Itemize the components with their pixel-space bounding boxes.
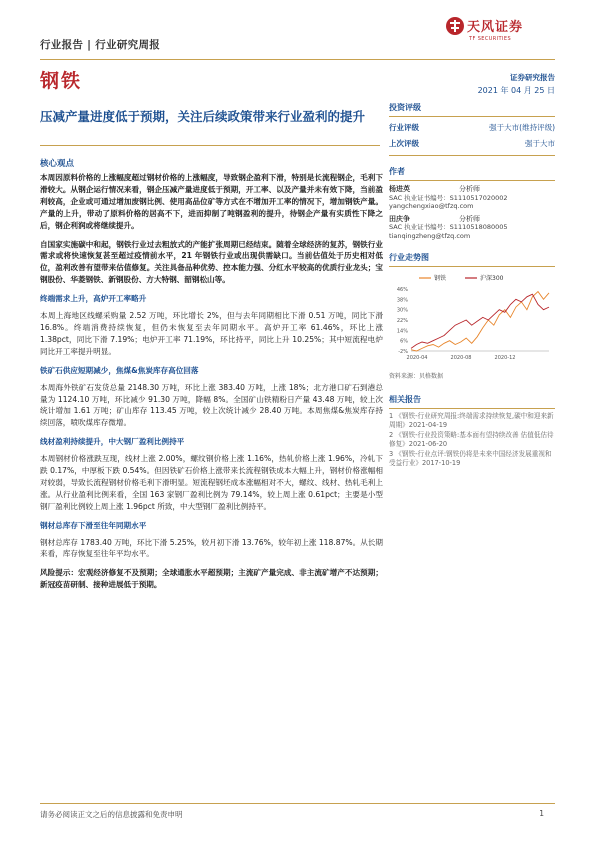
- x-tick-label: 2020-08: [450, 355, 472, 361]
- author-email[interactable]: yangchengxiao@tfzq.com: [389, 202, 474, 210]
- core-heading: 核心观点: [40, 159, 75, 169]
- section-body-inventory: 钢材总库存 1783.40 万吨，环比下滑 5.25%，较月初下滑 13.76%，较年初上涨 118.87%。从长期来看，库存恢复至往年平均水平。: [40, 537, 383, 559]
- industry-trend-chart: [389, 271, 555, 367]
- y-tick-label: 22%: [396, 318, 408, 324]
- summary-paragraph-1: 本周因原料价格的上涨幅度超过钢材价格的上涨幅度，导致钢企盈利下滑，特别是长流程钢企，毛利下滑较大。从钢企运行情况来看，钢企压减产量进度低于预期，开工率、以及产量并未有效下降，当前盈利较高，企业或可通过增加废钢比例、使用高品位矿等方式在不增加开工率的情况下，增加钢铁产量。产量的上升，带动了原料价格的居高不下，进而抑制了吨钢盈利的提升，待钢企产量有实质性下降之后，钢企利润或将继续提升。: [40, 173, 383, 230]
- page-number: 1: [539, 809, 544, 818]
- legend-label: 钢铁: [434, 275, 447, 282]
- main-body: [40, 172, 383, 598]
- industry-name: 钢铁: [40, 70, 83, 92]
- prev-rating-label: 上次评级: [389, 139, 419, 148]
- breadcrumb: 行业报告 | 行业研究周报: [40, 39, 161, 51]
- report-title: 压减产量进度低于预期，关注后续政策带来行业盈利的提升: [40, 109, 366, 124]
- trend-chart-svg: [389, 271, 555, 367]
- rating-divider: [389, 155, 555, 156]
- section-title-profit: 线材盈利持续提升，中大钢厂盈利比例持平: [40, 437, 185, 447]
- chart-source: 资料来源：贝格数据: [389, 373, 444, 380]
- related-report-link[interactable]: 1 《钢铁-行业研究周报:终端需求持续恢复,碳中和迎来新周期》2021-04-19: [389, 412, 554, 430]
- related-report-link[interactable]: 2 《钢铁-行业投资策略:基本面有望持续改善 估值低估待修复》2021-06-20: [389, 430, 554, 449]
- author-name: 杨进英: [389, 185, 410, 193]
- author-1: [389, 185, 555, 211]
- section-body-ore: 本周海外铁矿石发货总量 2148.30 万吨，环比上涨 383.40 万吨，上涨 18%；北方港口矿石到港总量为 1124.10 万吨，环比减少 91.30 万吨，降幅 8%。全国矿山铁精粉日产量 43.48 万吨，较上次统计增加 1.61 万吨；矿山库存 113.45 万吨，较上次统计减少 28.40 万吨。本周焦煤&焦炭库存持续回落，喷吹煤库存微增。: [40, 382, 383, 428]
- summary-paragraph-2: 自国家实施碳中和起，钢铁行业过去粗放式的产能扩张周期已经结束。随着全球经济的复苏，钢铁行业需求或将快速恢复甚至超过疫情前水平，21 年钢铁行业或出现供需缺口。当前估值处于历史相对低位，盈利改善有望带来估值修复。关注具备品种优势、控本能力强、分红水平较高的优质行业龙头；宝钢股份、华菱钢铁、新钢股份、方大特钢、韶钢松山等。: [40, 239, 383, 285]
- company-logo: [445, 13, 560, 53]
- author-name: 田庆争: [389, 214, 410, 223]
- y-tick-label: 38%: [396, 297, 408, 304]
- logo-subtext: TF SECURITIES: [469, 36, 512, 42]
- section-body-profit: 本周钢材价格涨跌互现，线材上涨 2.00%，螺纹钢价格上涨 1.16%，热轧价格上涨 1.96%，冷轧下跌 0.17%，中厚板下跌 0.54%。但因铁矿石价格上涨带来长流程钢铁成本大幅上升，钢材价格涨幅相对较弱，导致长流程钢材价格毛利下滑明显。短流程钢坯成本涨幅相对不大，螺纹、线材、热轧毛利上涨。从行业盈利比例来看，全国 163 家钢厂盈利比例为 79.14%，较上周上涨 0.61pct；主要是小型钢厂盈利比例较上周上涨 1.96pct 所致，中大型钢厂盈利比例持平。: [40, 454, 383, 511]
- y-tick-label: 6%: [400, 338, 408, 345]
- trend-heading: 行业走势图: [389, 252, 555, 267]
- title-divider: [40, 145, 380, 146]
- author-2: [389, 215, 555, 241]
- header-divider: [40, 59, 555, 60]
- section-title-ore: 铁矿石供应短期减少，焦煤&焦炭库存高位回落: [40, 365, 199, 375]
- logo-mark-icon: [445, 15, 465, 37]
- y-tick-label: -2%: [398, 349, 408, 355]
- y-tick-label: 46%: [396, 287, 408, 293]
- legend-label: 沪深300: [480, 275, 504, 282]
- x-tick-label: 2020-12: [494, 355, 516, 361]
- author-cert: SAC 执业证书编号：S1110518080005: [389, 223, 508, 231]
- author-email[interactable]: tianqingzheng@tfzq.com: [389, 231, 471, 240]
- y-tick-label: 30%: [396, 307, 408, 314]
- related-heading: 相关报告: [389, 394, 555, 409]
- y-tick-label: 14%: [396, 328, 408, 335]
- report-date: 2021 年 04 月 25 日: [477, 86, 555, 95]
- rating-value: 强于大市(维持评级): [489, 123, 555, 132]
- prev-rating-value: 强于大市: [525, 139, 555, 148]
- rating-row: [389, 122, 555, 133]
- author-role: 分析师: [459, 214, 480, 223]
- rating-heading: 投资评级: [389, 102, 555, 117]
- sidebar: [389, 72, 555, 468]
- author-role: 分析师: [459, 185, 480, 193]
- series-line-steel: [411, 292, 549, 351]
- series-line-csi300: [411, 294, 549, 348]
- rating-label: 行业评级: [389, 123, 419, 132]
- section-title-inventory: 钢材总库存下滑至往年同期水平: [40, 520, 147, 530]
- report-type: 证券研究报告: [510, 73, 555, 82]
- related-report-link[interactable]: 3 《钢铁-行业点评:钢铁仍将是未来中国经济发展重视和受益行业》2017-10-19: [389, 449, 552, 468]
- footer-divider: [40, 803, 555, 804]
- prev-rating-row: [389, 138, 555, 149]
- section-body-demand: 本周上海地区线螺采购量 2.52 万吨，环比增长 2%，但与去年同期相比下滑 0.51 万吨，同比下滑 16.8%。终端消费持续恢复，但仍未恢复至去年同期水平。高炉开工率 61.46%，环比上涨 1.38pct，同比下滑 7.19%；电炉开工率 71.19%，环比持平，同比上升 10.25%；其中短流程电炉同比开工率提升明显。: [40, 311, 383, 356]
- author-cert: SAC 执业证书编号：S1110517020002: [389, 193, 508, 202]
- logo-text: 天风证券: [467, 20, 524, 35]
- footer-disclaimer: 请务必阅读正文之后的信息披露和免责申明: [40, 810, 183, 819]
- risk-warning: 风险提示：宏观经济修复不及预期；全球通胀水平超预期；主流矿产量完成、非主流矿增产不达预期；新冠疫苗研制、接种进展低于预期。: [40, 568, 383, 590]
- related-list: [389, 412, 555, 468]
- x-tick-label: 2020-04: [406, 355, 428, 361]
- section-title-demand: 终端需求上升，高炉开工率略升: [40, 294, 147, 304]
- authors-heading: 作者: [389, 166, 555, 181]
